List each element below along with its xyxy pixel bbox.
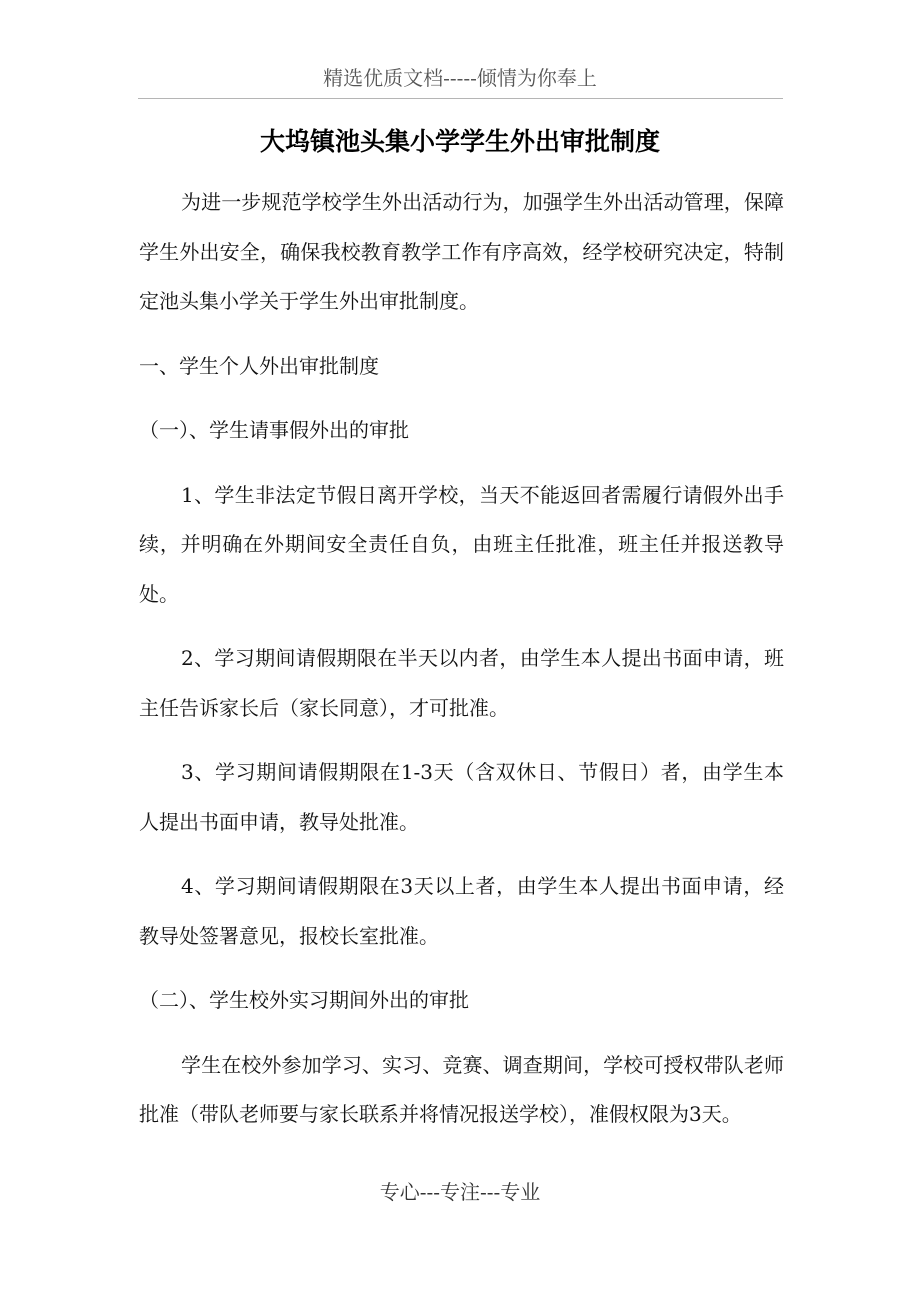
subsection-heading-1: （一）、学生请事假外出的审批	[139, 418, 409, 442]
page-footer: 专心---专注---专业	[379, 1180, 541, 1204]
header-divider	[138, 98, 783, 99]
subsection-heading-2: （二）、学生校外实习期间外出的审批	[139, 988, 469, 1012]
rule-item-1: 1、学生非法定节假日离开学校，当天不能返回者需履行请假外出手续，并明确在外期间安全责任自负，由班主任批准，班主任并报送教导处。	[139, 482, 784, 606]
rule-item-4: 4、学习期间请假期限在3天以上者，由学生本人提出书面申请，经教导处签署意见，报校长室批准。	[139, 874, 784, 948]
document-title: 大坞镇池头集小学学生外出审批制度	[259, 127, 660, 156]
intro-paragraph: 为进一步规范学校学生外出活动行为，加强学生外出活动管理，保障学生外出安全，确保我校教育教学工作有序高效，经学校研究决定，特制定池头集小学关于学生外出审批制度。	[139, 190, 784, 313]
rule-item-3: 3、学习期间请假期限在1-3天（含双休日、节假日）者，由学生本人提出书面申请，教导处批准。	[139, 760, 784, 834]
section-heading-1: 一、学生个人外出审批制度	[139, 353, 379, 378]
page-header: 精选优质文档-----倾情为你奉上	[323, 66, 597, 90]
rule-item-2: 2、学习期间请假期限在半天以内者，由学生本人提出书面申请，班主任告诉家长后（家长同意），才可批准。	[139, 646, 784, 720]
internship-paragraph: 学生在校外参加学习、实习、竞赛、调查期间，学校可授权带队老师批准（带队老师要与家长联系并将情况报送学校），准假权限为3天。	[139, 1052, 784, 1126]
document-body	[139, 178, 784, 1155]
